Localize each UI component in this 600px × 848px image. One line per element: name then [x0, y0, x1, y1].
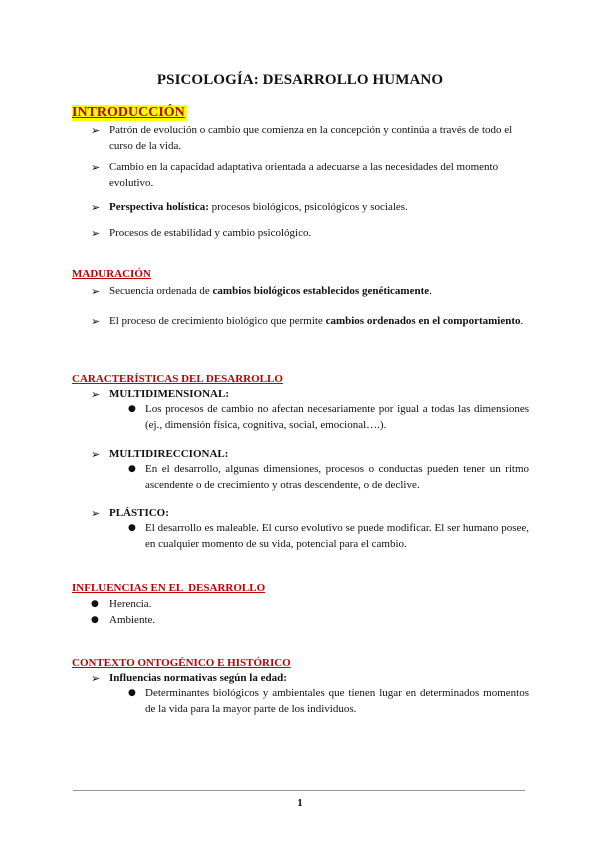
section-heading-caracteristicas: CARACTERÍSTICAS DEL DESARROLLO	[72, 373, 283, 385]
section-heading-contexto: CONTEXTO ONTOGÉNICO E HISTÓRICO	[72, 657, 291, 669]
multidimensional-label	[109, 387, 529, 403]
page-title: PSICOLOGÍA: DESARROLLO HUMANO	[156, 72, 444, 88]
bullet-icon: ●	[91, 615, 99, 625]
contexto-label	[109, 671, 529, 687]
text: .	[429, 285, 432, 297]
bullet-icon: ●	[128, 404, 136, 414]
arrow-bullet-icon: ➢	[91, 227, 101, 240]
plastico-text: El desarrollo es maleable. El curso evolutivo se puede modificar. El ser humano posee, en cualquier momento de su vida, potencial para el cambio.	[145, 522, 529, 550]
arrow-bullet-icon: ➢	[91, 201, 101, 214]
contexto-text: Determinantes biológicos y ambientales que tienen lugar en determinados momentos de la vida para la mayor parte de los individuos.	[145, 687, 529, 715]
arrow-bullet-icon: ➢	[91, 448, 101, 461]
text: El proceso de crecimiento biológico que permite	[109, 315, 326, 327]
intro-item: Cambio en la capacidad adaptativa orientada a adecuarse a las necesidades del momento evolutivo.	[109, 161, 499, 189]
multidireccional-text: En el desarrollo, algunas dimensiones, procesos o conductas pueden tener un ritmo ascendente o de crecimiento y otras descendente, o de declive.	[145, 463, 529, 491]
arrow-bullet-icon: ➢	[91, 161, 101, 174]
bullet-icon: ●	[128, 464, 136, 474]
text: Secuencia ordenada de	[109, 285, 213, 297]
arrow-bullet-icon: ➢	[91, 124, 101, 137]
bold-label: PLÁSTICO:	[109, 507, 169, 519]
section-heading-maduracion: MADURACIÓN	[72, 268, 151, 280]
maduracion-item	[109, 284, 529, 300]
intro-item: Procesos de estabilidad y cambio psicológico.	[109, 227, 312, 239]
bold-label: MULTIDIRECCIONAL:	[109, 448, 229, 460]
bold-label: Influencias normativas según la edad:	[109, 672, 287, 684]
bold-label: MULTIDIMENSIONAL:	[109, 388, 230, 400]
text: .	[520, 315, 524, 327]
intro-item	[109, 200, 529, 216]
arrow-bullet-icon: ➢	[91, 672, 101, 685]
section-heading-influencias: INFLUENCIAS EN EL DESARROLLO	[72, 582, 266, 594]
influencias-item: Ambiente.	[109, 614, 156, 626]
footer-divider	[73, 790, 525, 791]
arrow-bullet-icon: ➢	[91, 388, 101, 401]
page-number: 1	[297, 797, 303, 809]
maduracion-item	[109, 314, 529, 330]
bullet-icon: ●	[128, 688, 136, 698]
intro-item-text: procesos biológicos, psicológicos y sociales.	[208, 201, 408, 213]
intro-item-bold: Perspectiva holística:	[109, 201, 209, 213]
multidimensional-text: Los procesos de cambio no afectan necesariamente por igual a todas las dimensiones (ej., dimensión física, cognitiva, social, emocional….).	[145, 403, 529, 431]
arrow-bullet-icon: ➢	[91, 285, 101, 298]
influencias-item: Herencia.	[109, 598, 152, 610]
bold-text: cambios ordenados en el comportamiento	[325, 315, 521, 327]
arrow-bullet-icon: ➢	[91, 507, 101, 520]
bullet-icon: ●	[128, 523, 136, 533]
intro-item: Patrón de evolución o cambio que comienza en la concepción y continúa a través de todo el curso de la vida.	[109, 124, 513, 152]
bold-text: cambios biológicos establecidos genéticamente	[212, 285, 430, 297]
multidireccional-label	[109, 447, 529, 463]
bullet-icon: ●	[91, 599, 99, 609]
section-heading-introduccion: INTRODUCCIÓN	[72, 105, 185, 120]
plastico-label	[109, 506, 529, 522]
arrow-bullet-icon: ➢	[91, 315, 101, 328]
